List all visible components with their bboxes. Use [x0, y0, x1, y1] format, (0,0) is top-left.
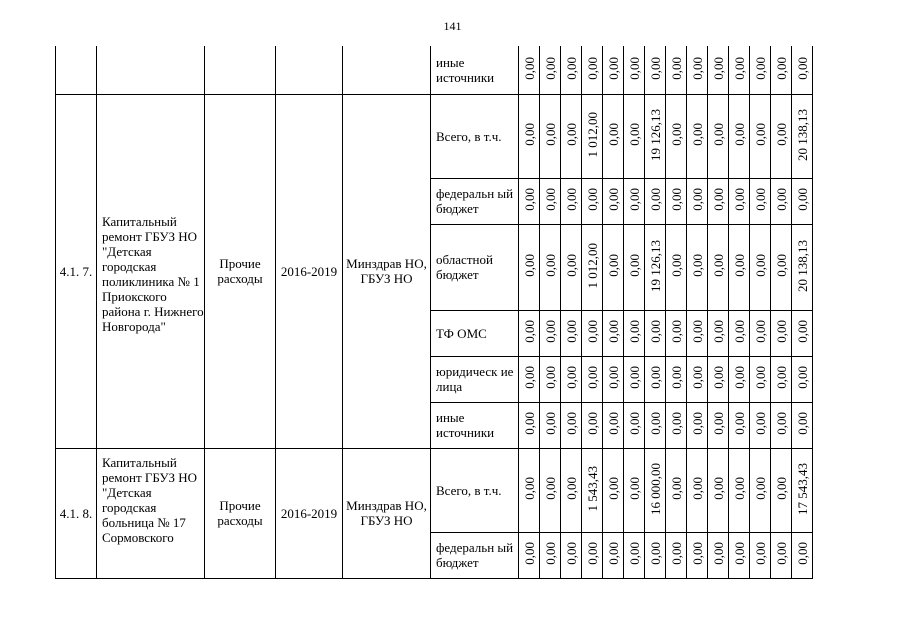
value-text: 0,00 [710, 123, 726, 146]
value-text: 0,00 [668, 320, 684, 343]
value-cell [603, 448, 624, 532]
value-cell [540, 532, 561, 578]
value-cell [750, 46, 771, 94]
value-text: 0,00 [689, 412, 705, 435]
value-cell [687, 532, 708, 578]
value-text: 0,00 [647, 320, 663, 343]
value-cell [687, 224, 708, 310]
value-text: 0,00 [542, 320, 558, 343]
value-cell [519, 356, 540, 402]
value-cell [666, 356, 687, 402]
value-cell [582, 94, 603, 178]
item-name-cell: Капитальный ремонт ГБУЗ НО "Детская городская поликлиника № 1 Приокского района г. Нижнего Новгорода" [97, 94, 205, 448]
value-text: 0,00 [605, 188, 621, 211]
value-text: 0,00 [647, 542, 663, 565]
value-text: 0,00 [563, 254, 579, 277]
value-cell [771, 402, 792, 448]
value-text: 0,00 [794, 542, 810, 565]
value-cell [792, 224, 813, 310]
value-cell [792, 402, 813, 448]
value-cell [540, 94, 561, 178]
value-text: 0,00 [563, 123, 579, 146]
value-text: 0,00 [542, 188, 558, 211]
value-text: 0,00 [605, 412, 621, 435]
value-cell [729, 224, 750, 310]
value-text: 0,00 [689, 477, 705, 500]
value-text: 0,00 [752, 477, 768, 500]
value-cell [687, 402, 708, 448]
value-cell [624, 356, 645, 402]
value-cell [603, 178, 624, 224]
value-cell [582, 356, 603, 402]
value-text: 0,00 [626, 254, 642, 277]
value-text: 0,00 [563, 542, 579, 565]
value-cell [519, 94, 540, 178]
value-text: 0,00 [668, 412, 684, 435]
item-number-cell: 4.1. 8. [56, 448, 97, 578]
value-cell [603, 224, 624, 310]
value-cell [666, 178, 687, 224]
value-text: 0,00 [710, 542, 726, 565]
source-cell: Всего, в т.ч. [431, 94, 519, 178]
value-text: 0,00 [710, 320, 726, 343]
value-text: 0,00 [626, 188, 642, 211]
value-cell [603, 310, 624, 356]
value-cell [771, 178, 792, 224]
value-cell [624, 402, 645, 448]
value-cell [561, 532, 582, 578]
value-text: 0,00 [689, 254, 705, 277]
value-text: 0,00 [731, 254, 747, 277]
value-cell [561, 224, 582, 310]
value-text: 0,00 [563, 366, 579, 389]
value-cell [708, 46, 729, 94]
value-text: 0,00 [542, 542, 558, 565]
value-cell [729, 94, 750, 178]
value-cell [708, 356, 729, 402]
value-text: 0,00 [752, 188, 768, 211]
value-cell [687, 310, 708, 356]
value-cell [645, 178, 666, 224]
value-text: 0,00 [521, 56, 537, 80]
value-text: 0,00 [794, 412, 810, 435]
value-text: 0,00 [689, 320, 705, 343]
value-cell [792, 532, 813, 578]
value-text: 0,00 [731, 188, 747, 211]
value-text: 0,00 [731, 56, 747, 80]
source-cell: федеральн ый бюджет [431, 532, 519, 578]
value-text: 0,00 [752, 366, 768, 389]
table-row [56, 46, 813, 94]
value-cell [519, 224, 540, 310]
value-text: 0,00 [542, 477, 558, 500]
value-cell [561, 310, 582, 356]
value-cell [708, 310, 729, 356]
value-text: 1 543,43 [584, 465, 600, 512]
value-text: 0,00 [752, 412, 768, 435]
value-cell [687, 448, 708, 532]
value-text: 0,00 [563, 320, 579, 343]
value-cell [561, 46, 582, 94]
value-cell [603, 46, 624, 94]
value-text: 0,00 [752, 123, 768, 146]
value-text: 0,00 [584, 366, 600, 389]
value-text: 0,00 [626, 320, 642, 343]
value-text: 0,00 [584, 56, 600, 80]
value-cell [540, 224, 561, 310]
executor-cell: Минздрав НО, ГБУЗ НО [343, 94, 431, 448]
value-cell [582, 310, 603, 356]
category-cell [205, 46, 276, 94]
value-text: 0,00 [752, 254, 768, 277]
source-cell: юридическ ие лица [431, 356, 519, 402]
value-cell [666, 46, 687, 94]
value-text: 0,00 [710, 188, 726, 211]
value-text: 0,00 [773, 477, 789, 500]
value-text: 0,00 [626, 412, 642, 435]
value-text: 0,00 [542, 366, 558, 389]
value-text: 0,00 [626, 56, 642, 80]
value-cell [771, 448, 792, 532]
value-cell [666, 310, 687, 356]
value-text: 0,00 [773, 188, 789, 211]
value-cell [750, 402, 771, 448]
value-text: 0,00 [626, 542, 642, 565]
value-text: 0,00 [794, 366, 810, 389]
value-cell [561, 94, 582, 178]
value-cell [519, 46, 540, 94]
value-cell [771, 46, 792, 94]
value-cell [603, 532, 624, 578]
value-cell [687, 46, 708, 94]
value-cell [771, 224, 792, 310]
item-number-cell: 4.1. 7. [56, 94, 97, 448]
value-cell [666, 402, 687, 448]
value-text: 0,00 [773, 412, 789, 435]
value-cell [687, 356, 708, 402]
value-text: 0,00 [626, 477, 642, 500]
value-text: 0,00 [773, 254, 789, 277]
value-text: 16 000,00 [647, 462, 663, 515]
value-text: 0,00 [710, 412, 726, 435]
value-text: 0,00 [773, 366, 789, 389]
value-cell [666, 532, 687, 578]
value-text: 17 543,43 [794, 462, 810, 515]
value-cell [750, 448, 771, 532]
value-text: 0,00 [794, 56, 810, 80]
value-cell [708, 532, 729, 578]
value-cell [729, 178, 750, 224]
category-cell: Прочие расходы [205, 448, 276, 578]
value-cell [729, 310, 750, 356]
value-text: 0,00 [521, 412, 537, 435]
value-cell [519, 310, 540, 356]
value-text: 0,00 [584, 412, 600, 435]
value-cell [519, 448, 540, 532]
value-cell [771, 310, 792, 356]
value-cell [708, 402, 729, 448]
value-cell [729, 46, 750, 94]
value-cell [561, 356, 582, 402]
value-text: 0,00 [521, 123, 537, 146]
value-text: 0,00 [626, 123, 642, 146]
value-cell [792, 94, 813, 178]
value-text: 0,00 [689, 366, 705, 389]
value-text: 0,00 [542, 254, 558, 277]
value-cell [708, 178, 729, 224]
value-text: 0,00 [647, 366, 663, 389]
value-text: 0,00 [689, 188, 705, 211]
period-cell: 2016-2019 [276, 448, 343, 578]
value-cell [729, 532, 750, 578]
value-cell [540, 356, 561, 402]
value-cell [582, 448, 603, 532]
source-cell: иные источники [431, 402, 519, 448]
value-text: 0,00 [773, 56, 789, 80]
value-cell [624, 310, 645, 356]
value-cell [540, 310, 561, 356]
value-text: 0,00 [668, 56, 684, 80]
value-cell [771, 94, 792, 178]
value-text: 0,00 [521, 477, 537, 500]
value-cell [750, 310, 771, 356]
value-cell [582, 224, 603, 310]
table-row [56, 448, 813, 532]
value-text: 0,00 [668, 254, 684, 277]
value-cell [666, 448, 687, 532]
value-cell [624, 224, 645, 310]
value-text: 0,00 [710, 366, 726, 389]
value-cell [624, 46, 645, 94]
value-cell [519, 402, 540, 448]
value-text: 0,00 [731, 542, 747, 565]
value-cell [624, 448, 645, 532]
value-text: 0,00 [605, 542, 621, 565]
value-cell [792, 178, 813, 224]
value-text: 0,00 [689, 56, 705, 80]
value-text: 0,00 [794, 320, 810, 343]
value-cell [561, 178, 582, 224]
source-cell: областной бюджет [431, 224, 519, 310]
value-text: 0,00 [626, 366, 642, 389]
value-cell [519, 532, 540, 578]
value-text: 0,00 [563, 477, 579, 500]
value-text: 0,00 [605, 477, 621, 500]
value-cell [645, 532, 666, 578]
source-cell: иные источники [431, 46, 519, 94]
value-text: 19 126,13 [647, 108, 663, 161]
source-cell: Всего, в т.ч. [431, 448, 519, 532]
value-text: 0,00 [584, 320, 600, 343]
value-cell [687, 178, 708, 224]
value-text: 0,00 [752, 56, 768, 80]
value-cell [603, 94, 624, 178]
value-text: 0,00 [731, 123, 747, 146]
value-cell [540, 448, 561, 532]
value-cell [645, 310, 666, 356]
value-text: 0,00 [689, 123, 705, 146]
value-text: 0,00 [773, 542, 789, 565]
value-cell [771, 356, 792, 402]
value-text: 0,00 [563, 56, 579, 80]
value-text: 1 012,00 [584, 242, 600, 289]
page-number: 141 [443, 19, 462, 33]
value-text: 19 126,13 [647, 239, 663, 292]
value-cell [666, 94, 687, 178]
value-text: 0,00 [647, 412, 663, 435]
table-row [56, 94, 813, 178]
value-cell [540, 46, 561, 94]
value-text: 0,00 [668, 123, 684, 146]
value-text: 0,00 [752, 542, 768, 565]
value-cell [582, 532, 603, 578]
value-cell [603, 356, 624, 402]
value-text: 0,00 [605, 254, 621, 277]
executor-cell [343, 46, 431, 94]
value-cell [561, 402, 582, 448]
value-text: 0,00 [584, 188, 600, 211]
value-cell [792, 310, 813, 356]
value-text: 0,00 [773, 320, 789, 343]
value-cell [729, 356, 750, 402]
value-cell [792, 356, 813, 402]
value-cell [519, 178, 540, 224]
value-text: 0,00 [563, 188, 579, 211]
value-text: 0,00 [521, 366, 537, 389]
value-cell [603, 402, 624, 448]
value-cell [582, 178, 603, 224]
value-text: 0,00 [605, 366, 621, 389]
value-text: 0,00 [668, 542, 684, 565]
value-cell [708, 448, 729, 532]
value-cell [750, 94, 771, 178]
value-cell [666, 224, 687, 310]
value-cell [792, 46, 813, 94]
source-cell: федеральн ый бюджет [431, 178, 519, 224]
value-text: 0,00 [647, 188, 663, 211]
value-cell [582, 46, 603, 94]
value-text: 0,00 [542, 56, 558, 80]
value-cell [750, 356, 771, 402]
item-number-cell [56, 46, 97, 94]
value-text: 0,00 [731, 412, 747, 435]
value-text: 0,00 [521, 542, 537, 565]
value-text: 0,00 [563, 412, 579, 435]
value-text: 0,00 [542, 123, 558, 146]
value-cell [750, 532, 771, 578]
value-cell [540, 178, 561, 224]
category-cell: Прочие расходы [205, 94, 276, 448]
period-cell [276, 46, 343, 94]
value-text: 0,00 [521, 254, 537, 277]
value-text: 20 138,13 [794, 239, 810, 292]
value-text: 0,00 [731, 366, 747, 389]
value-text: 0,00 [605, 123, 621, 146]
value-text: 0,00 [668, 477, 684, 500]
value-text: 0,00 [731, 320, 747, 343]
budget-table [55, 46, 813, 579]
executor-cell: Минздрав НО, ГБУЗ НО [343, 448, 431, 578]
value-text: 0,00 [542, 412, 558, 435]
value-cell [624, 94, 645, 178]
value-cell [582, 402, 603, 448]
value-cell [729, 402, 750, 448]
value-text: 0,00 [773, 123, 789, 146]
value-text: 20 138,13 [794, 108, 810, 161]
value-text: 0,00 [794, 188, 810, 211]
value-text: 0,00 [668, 188, 684, 211]
value-cell [645, 94, 666, 178]
value-cell [708, 94, 729, 178]
value-text: 1 012,00 [584, 111, 600, 158]
value-text: 0,00 [521, 188, 537, 211]
value-cell [771, 532, 792, 578]
value-cell [750, 178, 771, 224]
value-cell [708, 224, 729, 310]
value-text: 0,00 [668, 366, 684, 389]
item-name-cell [97, 46, 205, 94]
value-cell [792, 448, 813, 532]
value-cell [645, 224, 666, 310]
value-cell [750, 224, 771, 310]
source-cell: ТФ ОМС [431, 310, 519, 356]
value-text: 0,00 [752, 320, 768, 343]
value-cell [687, 94, 708, 178]
value-cell [624, 178, 645, 224]
value-cell [540, 402, 561, 448]
value-cell [645, 356, 666, 402]
period-cell: 2016-2019 [276, 94, 343, 448]
value-text: 0,00 [710, 254, 726, 277]
value-cell [645, 448, 666, 532]
value-text: 0,00 [605, 56, 621, 80]
value-text: 0,00 [710, 477, 726, 500]
value-text: 0,00 [521, 320, 537, 343]
item-name-cell: Капитальный ремонт ГБУЗ НО "Детская городская больница № 17 Сормовского [97, 448, 205, 578]
value-text: 0,00 [710, 56, 726, 80]
value-cell [561, 448, 582, 532]
value-text: 0,00 [647, 56, 663, 80]
value-text: 0,00 [731, 477, 747, 500]
value-cell [645, 402, 666, 448]
value-text: 0,00 [584, 542, 600, 565]
value-cell [645, 46, 666, 94]
value-cell [624, 532, 645, 578]
value-text: 0,00 [689, 542, 705, 565]
value-text: 0,00 [605, 320, 621, 343]
value-cell [729, 448, 750, 532]
